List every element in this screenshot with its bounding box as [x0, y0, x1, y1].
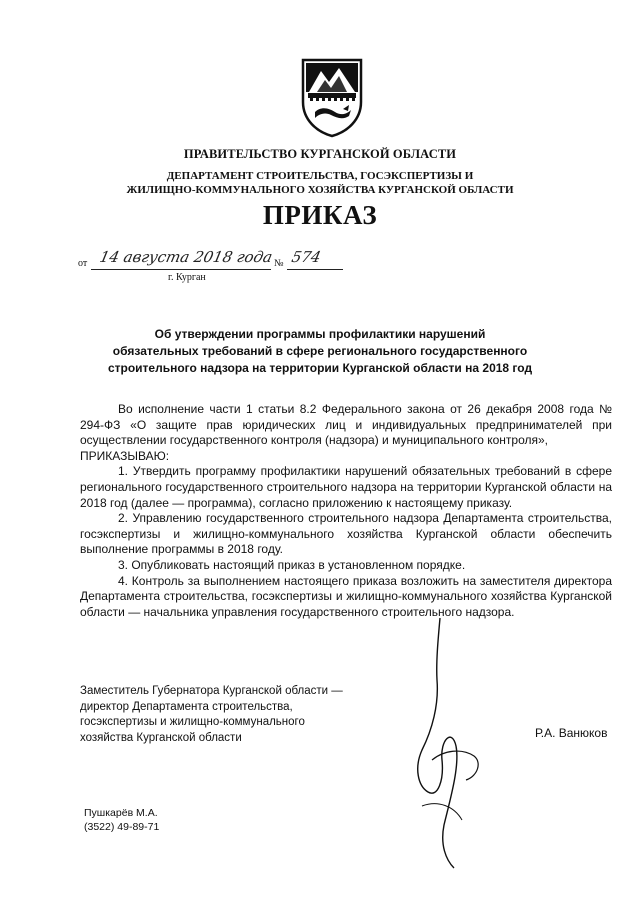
- date-underline: [91, 269, 271, 270]
- handwritten-signature-icon: [392, 610, 502, 880]
- subject-line1: Об утверждении программы профилактики нарушений: [154, 327, 486, 341]
- order-meta: [78, 250, 398, 276]
- executor-name: Пушкарёв М.А.: [84, 807, 158, 819]
- order-word: ПРИКАЗЫВАЮ:: [80, 448, 170, 463]
- department-title: [0, 169, 640, 197]
- number-handwritten: 574: [290, 248, 323, 266]
- subject-line2: обязательных требований в сфере регионального государственного: [112, 344, 528, 358]
- executor-phone: (3522) 49-89-71: [84, 821, 160, 833]
- signer-name: Р.А. Ванюков: [535, 726, 608, 740]
- executor-info: [84, 806, 159, 834]
- city-label: г. Курган: [168, 272, 206, 283]
- signer-position-line1: Заместитель Губернатора Курганской области —: [80, 685, 343, 697]
- date-handwritten: 14 августа 2018 года: [98, 248, 275, 266]
- order-item-3: 3. Опубликовать настоящий приказ в установленном порядке.: [118, 557, 466, 572]
- order-item-1: 1. Утвердить программу профилактики нарушений обязательных требований в сфере регионального государственного строительного надзора на территории Курганской области на 2018 год (далее — программа), согласно приложению к настоящему приказу.: [80, 464, 612, 510]
- signer-position: [80, 684, 380, 746]
- number-underline: [287, 269, 343, 270]
- order-item-2: 2. Управлению государственного строительного надзора Департамента строительства, госэкспертизы и жилищно-коммунального хозяйства Курганской области обеспечить выполнение программы в 2018 году.: [80, 511, 612, 557]
- department-title-line2: ЖИЛИЩНО-КОММУНАЛЬНОГО ХОЗЯЙСТВА КУРГАНСКОЙ ОБЛАСТИ: [126, 184, 514, 196]
- coat-of-arms-icon: [299, 58, 365, 138]
- signer-position-line2: директор Департамента строительства,: [80, 700, 293, 713]
- signer-position-line4: хозяйства Курганской области: [80, 731, 242, 744]
- subject-line3: строительного надзора на территории Курганской области на 2018 год: [107, 361, 533, 375]
- document-body: [80, 402, 612, 620]
- date-label: от: [78, 258, 88, 269]
- document-subject: [90, 326, 550, 377]
- department-title-line1: ДЕПАРТАМЕНТ СТРОИТЕЛЬСТВА, ГОСЭКСПЕРТИЗЫ И: [166, 170, 474, 182]
- order-item-4: 4. Контроль за выполнением настоящего приказа возложить на заместителя директора Департамента строительства, госэкспертизы и жилищно-коммунального хозяйства Курганской области — начальника управления государственного строительного надзора.: [80, 573, 612, 619]
- government-title: ПРАВИТЕЛЬСТВО КУРГАНСКОЙ ОБЛАСТИ: [183, 147, 457, 161]
- preamble-paragraph: Во исполнение части 1 статьи 8.2 Федерального закона от 26 декабря 2008 года № 294-ФЗ «О защите прав юридических лиц и индивидуальных предпринимателей при осуществлении государственного контроля (надзора) и муниципального контроля»,: [80, 402, 612, 448]
- document-type-title: ПРИКАЗ: [262, 200, 378, 230]
- signer-position-line3: госэкспертизы и жилищно-коммунального: [80, 716, 305, 728]
- number-label: №: [274, 258, 284, 269]
